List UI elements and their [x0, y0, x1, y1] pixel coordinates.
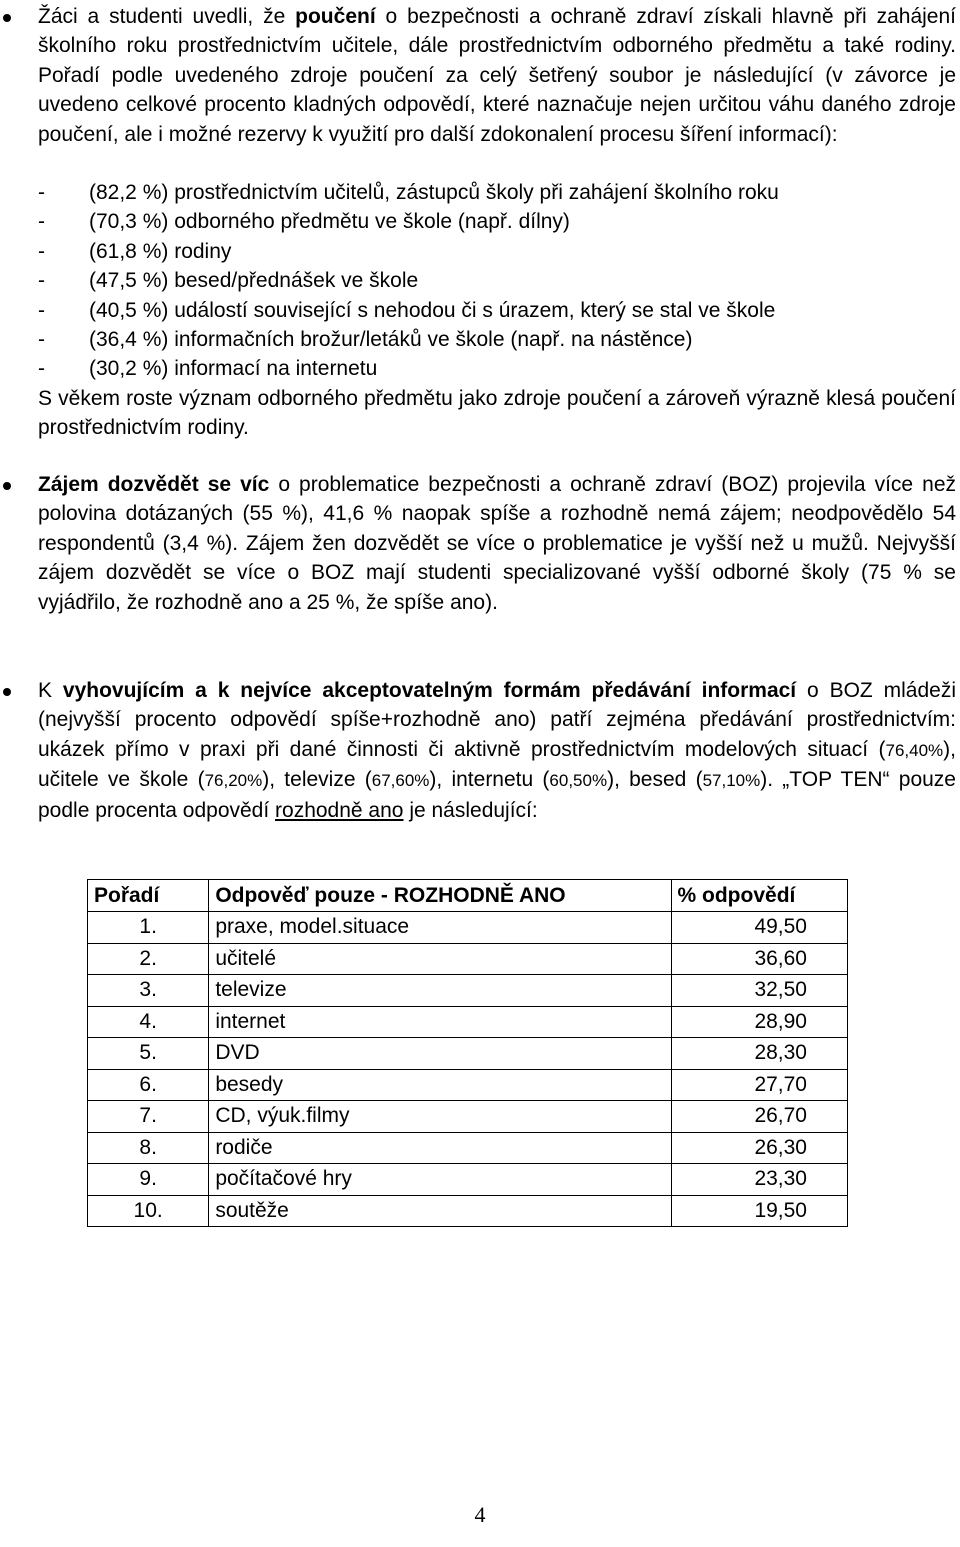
closing-paragraph: S věkem roste význam odborného předmětu jako zdroje poučení a zároveň výrazně klesá poučení prostřednictvím rodiny. — [38, 387, 956, 440]
cell-answer: učitelé — [209, 943, 671, 975]
text-run: K — [38, 679, 63, 702]
list-item-text: (40,5 %) událostí související s nehodou či s úrazem, který se stal ve škole — [89, 298, 776, 322]
dash-marker: - — [38, 327, 45, 351]
list-item-text: (61,8 %) rodiny — [89, 239, 232, 263]
text-run: ). „TOP TEN“ pouze podle procenta odpovědí — [38, 768, 956, 822]
column-header-answer: Odpověď pouze - ROZHODNĚ ANO — [209, 880, 671, 912]
cell-answer: počítačové hry — [209, 1164, 671, 1196]
bold-term: vyhovujícím a k nejvíce akceptovatelným formám předávání informací — [62, 679, 797, 702]
text-run: ), televize ( — [262, 768, 372, 792]
cell-answer: internet — [209, 1006, 671, 1038]
percent-value: 76,20% — [204, 771, 263, 791]
underlined-term: rozhodně ano — [275, 798, 404, 822]
cell-rank: 4. — [88, 1006, 209, 1038]
list-item — [38, 266, 956, 295]
dash-marker: - — [38, 298, 45, 322]
bullet-icon — [3, 482, 11, 490]
cell-rank: 7. — [88, 1101, 209, 1133]
cell-rank: 5. — [88, 1038, 209, 1070]
list-item — [38, 207, 956, 236]
text-run: o bezpečnosti a ochraně zdraví získali hlavně při zahájení školního roku prostřednictvím učitele, dále prostřednictvím odborného předmětu a také rodiny. Pořadí podle uvedeného zdroje poučení za celý šetřený soubor je následující (v závorce je uvedeno celkové procento kladných odpovědí, které naznačuje nejen určitou váhu daného zdroje poučení, ale i možné rezervy k využití pro další zdokonalení procesu šíření informací): — [38, 5, 956, 146]
table-row — [88, 1101, 848, 1133]
list-item-text: (36,4 %) informačních brožur/letáků ve škole (např. na nástěnce) — [89, 327, 693, 351]
bullet-icon — [3, 688, 11, 696]
column-header-percent: % odpovědí — [671, 880, 847, 912]
dash-marker: - — [38, 269, 45, 293]
dash-marker: - — [38, 357, 45, 381]
cell-percent: 23,30 — [671, 1164, 847, 1196]
cell-rank: 2. — [88, 943, 209, 975]
list-item-text: (30,2 %) informací na internetu — [89, 357, 378, 381]
list-item — [38, 354, 956, 383]
list-item — [38, 296, 956, 325]
table-header-row — [88, 880, 848, 912]
list-item — [38, 325, 956, 354]
paragraph-formy — [38, 676, 956, 825]
percent-value: 67,60% — [371, 771, 430, 791]
text-run: ), besed ( — [607, 768, 703, 792]
percent-value: 60,50% — [549, 771, 608, 791]
percent-value: 76,40% — [885, 740, 944, 760]
bold-term: Zájem dozvědět se víc — [38, 473, 270, 496]
cell-rank: 10. — [88, 1195, 209, 1227]
cell-rank: 8. — [88, 1132, 209, 1164]
text-run: ), internetu ( — [429, 768, 550, 792]
cell-percent: 49,50 — [671, 912, 847, 944]
list-item — [38, 178, 956, 207]
table-row — [88, 1195, 848, 1227]
source-list — [38, 178, 956, 384]
cell-rank: 6. — [88, 1069, 209, 1101]
percent-value: 57,10% — [702, 771, 761, 791]
cell-percent: 28,30 — [671, 1038, 847, 1070]
cell-percent: 26,30 — [671, 1132, 847, 1164]
bold-term: poučení — [295, 5, 376, 28]
table-row — [88, 1164, 848, 1196]
paragraph-poučení — [38, 2, 956, 149]
cell-answer: soutěže — [209, 1195, 671, 1227]
table-row — [88, 1069, 848, 1101]
text-run: o BOZ mládeži (nejvyšší procento odpovědí spíše+rozhodně ano) patří zejména předávání prostřednictvím: ukázek přímo v praxi při dané činnosti či aktivně prostřednictvím modelových situací ( — [38, 679, 957, 761]
top-ten-table — [87, 879, 848, 1227]
cell-answer: televize — [209, 975, 671, 1007]
table-row — [88, 1038, 848, 1070]
list-item-text: (47,5 %) besed/přednášek ve škole — [89, 269, 419, 293]
cell-rank: 9. — [88, 1164, 209, 1196]
table-row — [88, 1006, 848, 1038]
table-row — [88, 975, 848, 1007]
cell-answer: CD, výuk.filmy — [209, 1101, 671, 1133]
cell-answer: praxe, model.situace — [209, 912, 671, 944]
cell-percent: 32,50 — [671, 975, 847, 1007]
table-body — [88, 912, 848, 1227]
cell-answer: besedy — [209, 1069, 671, 1101]
dash-marker: - — [38, 181, 45, 204]
cell-rank: 3. — [88, 975, 209, 1007]
list-item — [38, 237, 956, 266]
text-run: o problematice bezpečnosti a ochraně zdraví (BOZ) projevila více než polovina dotázaných (55 %), 41,6 % naopak spíše a rozhodně nemá zájem; neodpovědělo 54 respondentů (3,4 %). Zájem žen dozvědět se více o problematice je vyšší než u mužů. Nejvyšší zájem dozvědět se více o BOZ mají studenti specializované vyšší odborné školy (75 % se vyjádřilo, že rozhodně ano a 25 %, že spíše ano). — [38, 473, 956, 614]
table-row — [88, 943, 848, 975]
dash-marker: - — [38, 239, 45, 263]
cell-percent: 26,70 — [671, 1101, 847, 1133]
paragraph-zajem — [38, 470, 956, 617]
cell-percent: 36,60 — [671, 943, 847, 975]
dash-marker: - — [38, 210, 45, 234]
text-run: Žáci a studenti uvedli, že — [38, 5, 296, 28]
table-row — [88, 912, 848, 944]
text-run: je následující: — [403, 798, 538, 822]
text-run: ), učitele ve škole ( — [38, 737, 956, 792]
table-row — [88, 1132, 848, 1164]
cell-percent: 27,70 — [671, 1069, 847, 1101]
bullet-icon — [3, 14, 11, 22]
cell-percent: 19,50 — [671, 1195, 847, 1227]
cell-percent: 28,90 — [671, 1006, 847, 1038]
list-item-text: (70,3 %) odborného předmětu ve škole (např. dílny) — [89, 210, 570, 234]
cell-answer: DVD — [209, 1038, 671, 1070]
cell-answer: rodiče — [209, 1132, 671, 1164]
list-item-text: (82,2 %) prostřednictvím učitelů, zástupců školy při zahájení školního roku — [89, 181, 779, 204]
page-number: 4 — [474, 1502, 486, 1527]
column-header-rank: Pořadí — [88, 880, 209, 912]
cell-rank: 1. — [88, 912, 209, 944]
